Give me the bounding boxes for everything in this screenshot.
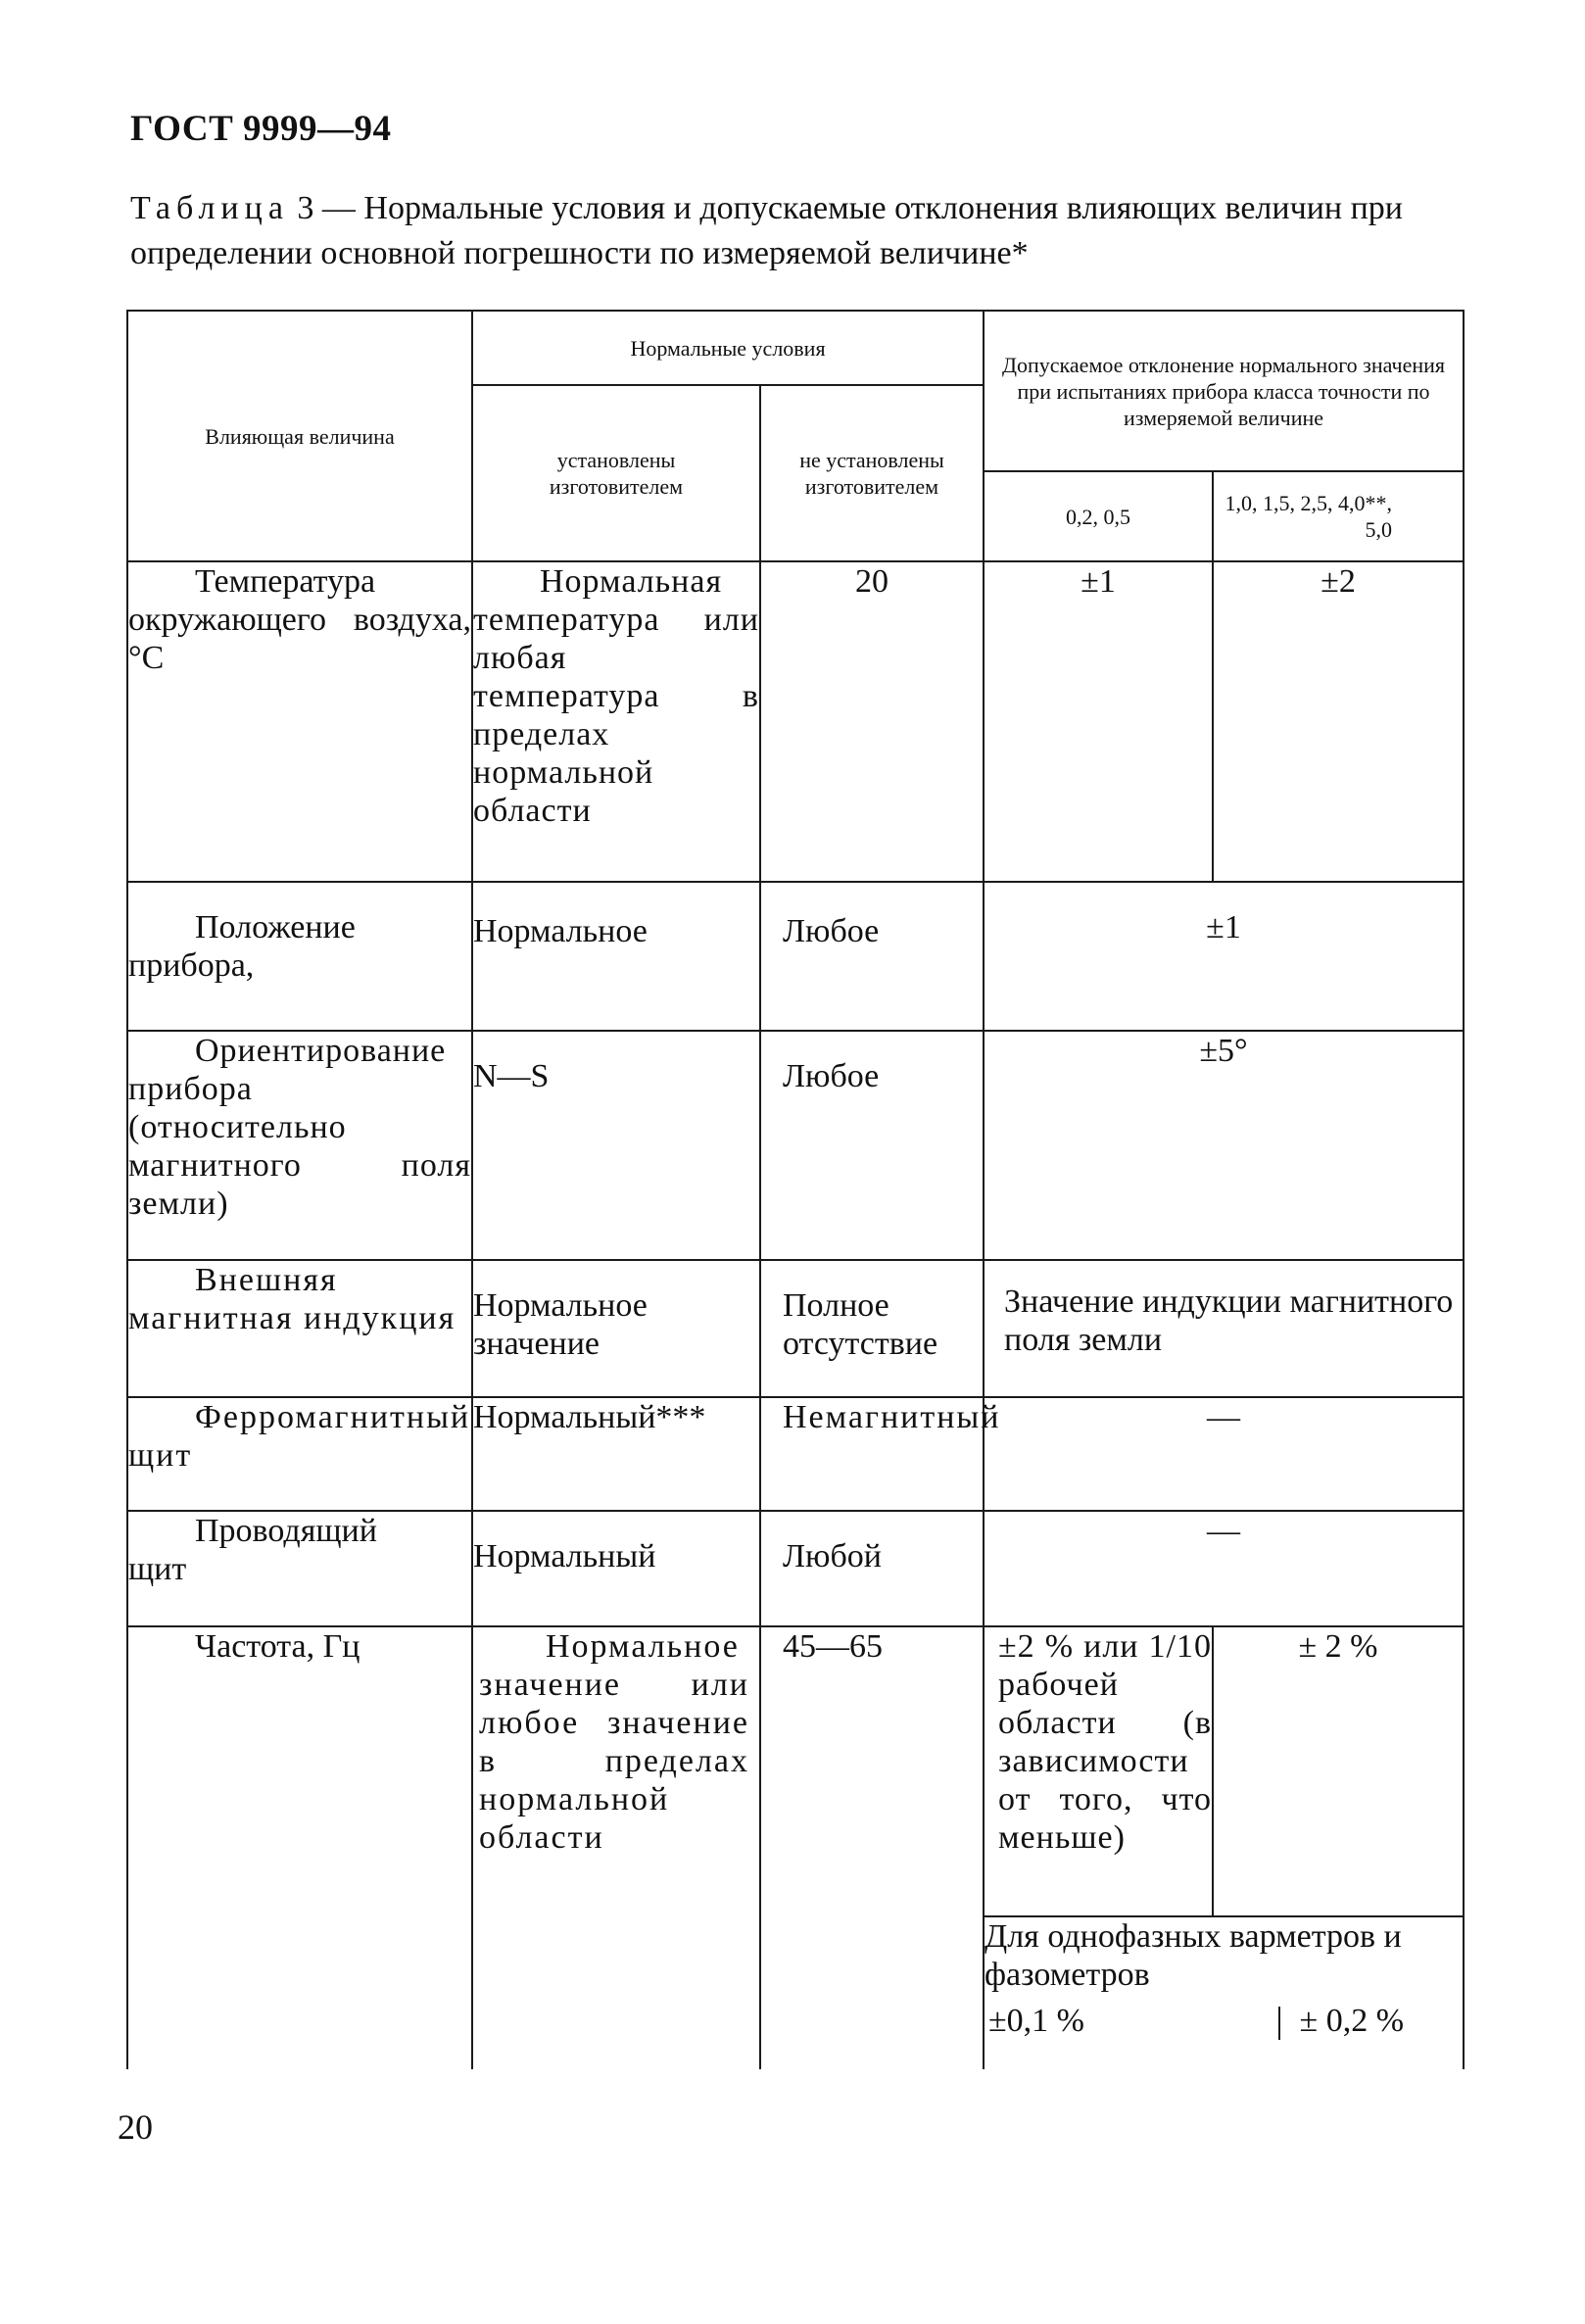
header-allowed-deviation: Допускаемое отклонение нормального значения при испытаниях прибора класса точности по измеряемой величине	[984, 311, 1464, 471]
row-4-quantity: Внешняя магнитная индукция	[127, 1260, 472, 1397]
table-row	[127, 1511, 1464, 1626]
separator-mark	[1278, 2007, 1280, 2040]
row-3-dev: ±5°	[984, 1031, 1464, 1260]
document-header: ГОСТ 9999—94	[130, 109, 392, 149]
row-7-dev-b: ± 2 %	[1213, 1626, 1464, 1916]
row-1-not-set: 20	[760, 561, 984, 882]
row-5-quantity: Ферромагнитный щит	[127, 1397, 472, 1511]
row-7-note-b: ± 0,2 %	[1299, 2003, 1405, 2039]
table-row	[127, 1260, 1464, 1397]
conditions-table	[126, 310, 1465, 2069]
table-row	[127, 1031, 1464, 1260]
row-5-set-by-maker: Нормальный***	[472, 1397, 760, 1511]
table-row	[127, 1626, 1464, 1916]
table-row	[127, 561, 1464, 882]
row-4-not-set: Полное отсутствие	[760, 1260, 984, 1397]
row-5-not-set: Немагнитный	[760, 1397, 984, 1511]
row-4-set-by-maker: Нормальное значение	[472, 1260, 760, 1397]
row-7-note-a: ±0,1 %	[988, 2003, 1084, 2039]
row-1-dev-a: ±1	[984, 561, 1213, 882]
row-6-not-set: Любой	[760, 1511, 984, 1626]
row-7-note: Для однофазных варметров и фазометров	[985, 1918, 1402, 1993]
row-7-note-cell	[984, 1916, 1464, 2069]
row-1-quantity: Температура окружающего воздуха, °С	[127, 561, 472, 882]
row-3-not-set: Любое	[760, 1031, 984, 1260]
page-number: 20	[118, 2107, 153, 2147]
row-7-set-by-maker: Нормальное значение или любое значение в пределах нормальной области	[472, 1626, 760, 2069]
table-row	[127, 1397, 1464, 1511]
row-2-dev: ±1	[984, 882, 1464, 1031]
header-quantity: Влияющая величина	[127, 311, 472, 561]
row-3-set-by-maker: N—S	[472, 1031, 760, 1260]
row-6-quantity: Проводящий щит	[127, 1511, 472, 1626]
row-7-quantity: Частота, Гц	[127, 1626, 472, 2069]
row-1-dev-b: ±2	[1213, 561, 1464, 882]
table-caption	[130, 186, 1463, 276]
row-1-set-by-maker: Нормальная температура или любая температура в пределах нормальной области	[472, 561, 760, 882]
table-row	[127, 882, 1464, 1031]
header-not-set-by-maker: не установлены изготовителем	[760, 385, 984, 561]
row-7-dev-a: ±2 % или 1/10 рабочей области (в зависимости от того, что меньше)	[984, 1626, 1213, 1916]
row-2-set-by-maker: Нормальное	[472, 882, 760, 1031]
row-2-not-set: Любое	[760, 882, 984, 1031]
row-6-dev: —	[984, 1511, 1464, 1626]
header-class-a: 0,2, 0,5	[984, 471, 1213, 561]
header-class-b: 1,0, 1,5, 2,5, 4,0**, 5,0	[1213, 471, 1464, 561]
row-4-dev: Значение индукции магнитного поля земли	[984, 1260, 1464, 1397]
row-7-note-b-wrap	[1278, 2002, 1404, 2040]
header-set-by-maker: установлены изготовителем	[472, 385, 760, 561]
row-2-quantity: Положение прибора,	[127, 882, 472, 1031]
caption-text: 3 — Нормальные условия и допускаемые отклонения влияющих величин при определении основной погрешности по измеряемой величине*	[130, 190, 1403, 271]
row-6-set-by-maker: Нормальный	[472, 1511, 760, 1626]
row-3-quantity: Ориентирование прибора (относительно магнитного поля земли)	[127, 1031, 472, 1260]
row-7-note-values	[985, 2002, 1463, 2040]
header-normal-conditions: Нормальные условия	[472, 311, 984, 385]
row-7-not-set: 45—65	[760, 1626, 984, 2069]
row-5-dev: —	[984, 1397, 1464, 1511]
caption-label: Таблица	[130, 190, 289, 226]
